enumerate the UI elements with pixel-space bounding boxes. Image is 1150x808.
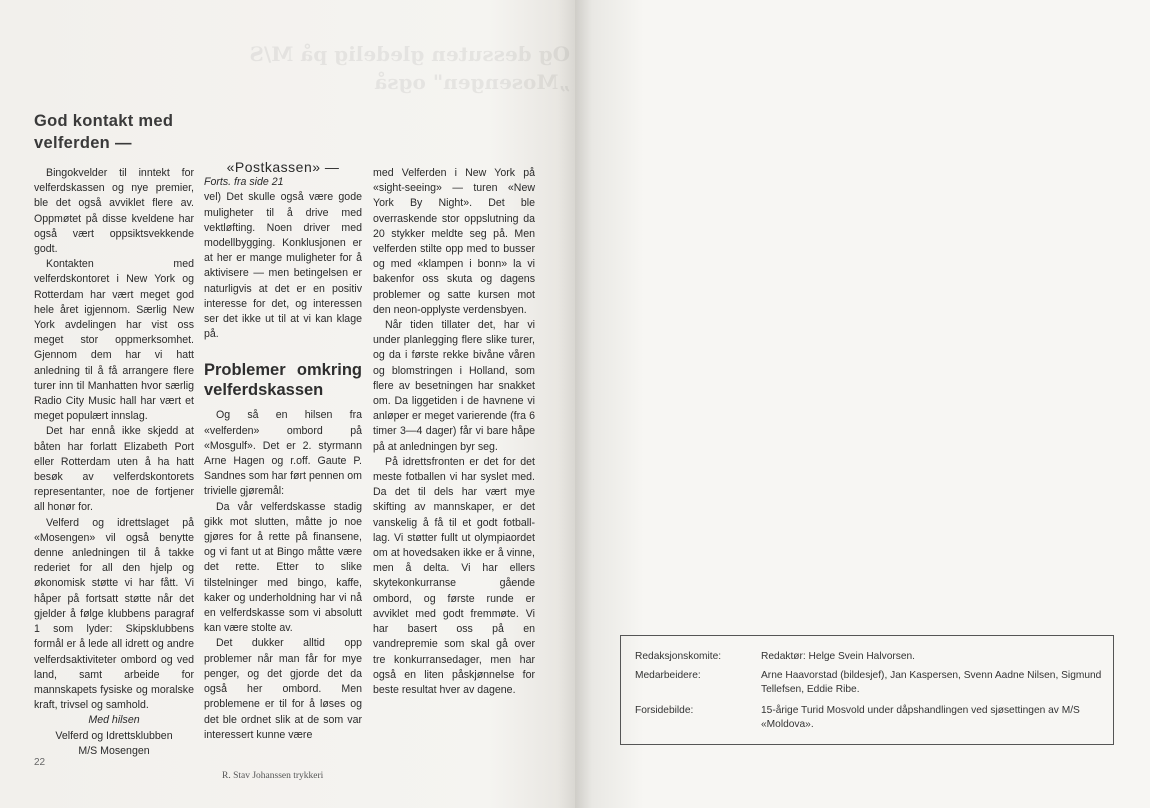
continued-note: Forts. fra side 21: [204, 176, 284, 189]
paragraph: Velferd og idrettslaget på «Mosengen» vil også benytte denne anledningen til å takke rederiet for all den hjelp og økonomisk støtte vi har fått. Vi håper på fortsatt støtte når det gjelder å følge klubbens paragraf 1 som lyder: Skipsklubbens formål er å lede all idrett og andre velferdsaktiviteter ombord og ved land, samt arbeide for mannskapets fysiske og moralske kraft, trivsel og samhold.: [34, 516, 194, 712]
signature: Velferd og Idrettsklubben: [55, 729, 173, 742]
column-3: [373, 166, 535, 698]
credit-label: Redaksjonskomite:: [635, 651, 722, 662]
paragraph: Da vår velferdskasse stadig gikk mot slutten, måtte jo noe gjøres for å rette på finansene, og vi fant ut at Bingo måtte være det rette. Etter to slike tilstelninger med bingo, kaffe, kaker og underholdning har vi nå en velferdskasse som vi absolutt kan være stolte av.: [204, 500, 362, 635]
credit-label: Medarbeidere:: [635, 670, 701, 681]
paragraph: Bingokvelder til inntekt for velferdskassen og nye premier, ble det også avviklet flere av. Oppmøtet på disse kveldene har også vært oppsiktsvekkende godt.: [34, 167, 194, 256]
bleed-line: Og dessuten gledelig på M/S „Mosengen" også: [249, 42, 570, 94]
column-1: [34, 166, 194, 759]
column-2: [204, 160, 362, 743]
credit-value: Redaktør: Helge Svein Halvorsen.: [761, 651, 916, 662]
section-heading-postkassen: «Postkassen» —: [226, 159, 340, 175]
paragraph: med Velferden i New York på «sight-seeing» — turen «New York By Night». Det ble overraskende stor oppslutning da 20 stykker meldte seg på. Men velferden stilte opp med to busser og med «klampen i bonn» la vi bakenfor oss skuta og dagens problemer og satte kursen mot den neon-opplyste verdensbyen.: [373, 167, 535, 316]
section-heading: Problemer omkring velferdskassen: [204, 361, 362, 400]
paragraph: Det dukker alltid opp problemer når man får for mye penger, og det gjorde det da også her ombord. Men problemene er til for å løses og det ble ordnet slik at de som var interessert kunne være: [204, 637, 362, 741]
page-number: 22: [34, 757, 46, 768]
credits-box: [620, 635, 1114, 745]
paragraph: vel) Det skulle også være gode muligheter til å drive med vektløfting. Noen driver med modellbygging. Konklusjonen er at her er mange muligheter for å aktivisere — men betingelsen er naturligvis at det er en positiv interesse for det, og interessen ser det ikke ut til at vi kan klage på.: [204, 191, 362, 341]
signature: M/S Mosengen: [78, 744, 150, 757]
bleed-through-text: [240, 40, 570, 96]
paragraph: På idrettsfronten er det for det meste fotballen vi har syslet med. Da det til dels har vært mye skifting av mannskaper, er det vanskelig å få til et godt fotball-lag. Vi støtter fullt ut olympiaordet om at hovedsaken ikke er å vinne, men å delta. Vi har ellers skytekonkurranse gående ombord, og første runde er avviklet med godt fremmøte. Vi har basert oss på en vandrepremie som skal gå over tre konkurransedager, men har også en liten påskjønnelse for beste resultat hver av dagene.: [373, 455, 535, 696]
credit-label: Forsidebilde:: [635, 705, 694, 716]
paragraph: Og så en hilsen fra «velferden» ombord på «Mosgulf». Det er 2. styrmann Arne Hagen og r.off. Gaute P. Sandnes som har ført pennen om trivielle gjøremål:: [204, 409, 362, 498]
paragraph: Når tiden tillater det, har vi under planlegging flere slike turer, og da i første rekke bivåne våren og blomstringen i Holland, som flere av besetningen har snakket om. Da liggetiden i de havnene vi anløper er meget varierende (fra 6 timer 3—4 dager) får vi bare håpe på at anledningen byr seg.: [373, 319, 535, 453]
paragraph: Kontakten med velferdskontoret i New York og Rotterdam har vært meget god hele året igjennom. Særlig New York avdelingen har vist oss meget stor oppmerksomhet. Gjennom dem har vi hatt anledning til å få arrangere flere turer inn til Manhatten hvor særlig Radio City Music hall har vært et meget populært innslag.: [34, 258, 194, 423]
paragraph: Det har ennå ikke skjedd at båten har forlatt Elizabeth Port eller Rotterdam uten å ha hatt besøk av velferdskontorets representanter, noe de fortjener all honør for.: [34, 425, 194, 514]
printer-credit: R. Stav Johanssen trykkeri: [222, 771, 324, 781]
credit-value: Arne Haavorstad (bildesjef), Jan Kaspersen, Svenn Aadne Nilsen, Sigmund Tellefsen, Eddie Ribe.: [761, 670, 1102, 695]
signoff: Med hilsen: [88, 714, 140, 727]
article-heading: God kontakt med velferden —: [34, 112, 174, 152]
credit-value: 15-årige Turid Mosvold under dåpshandlingen ved sjøsettingen av M/S «Moldova».: [761, 705, 1080, 730]
